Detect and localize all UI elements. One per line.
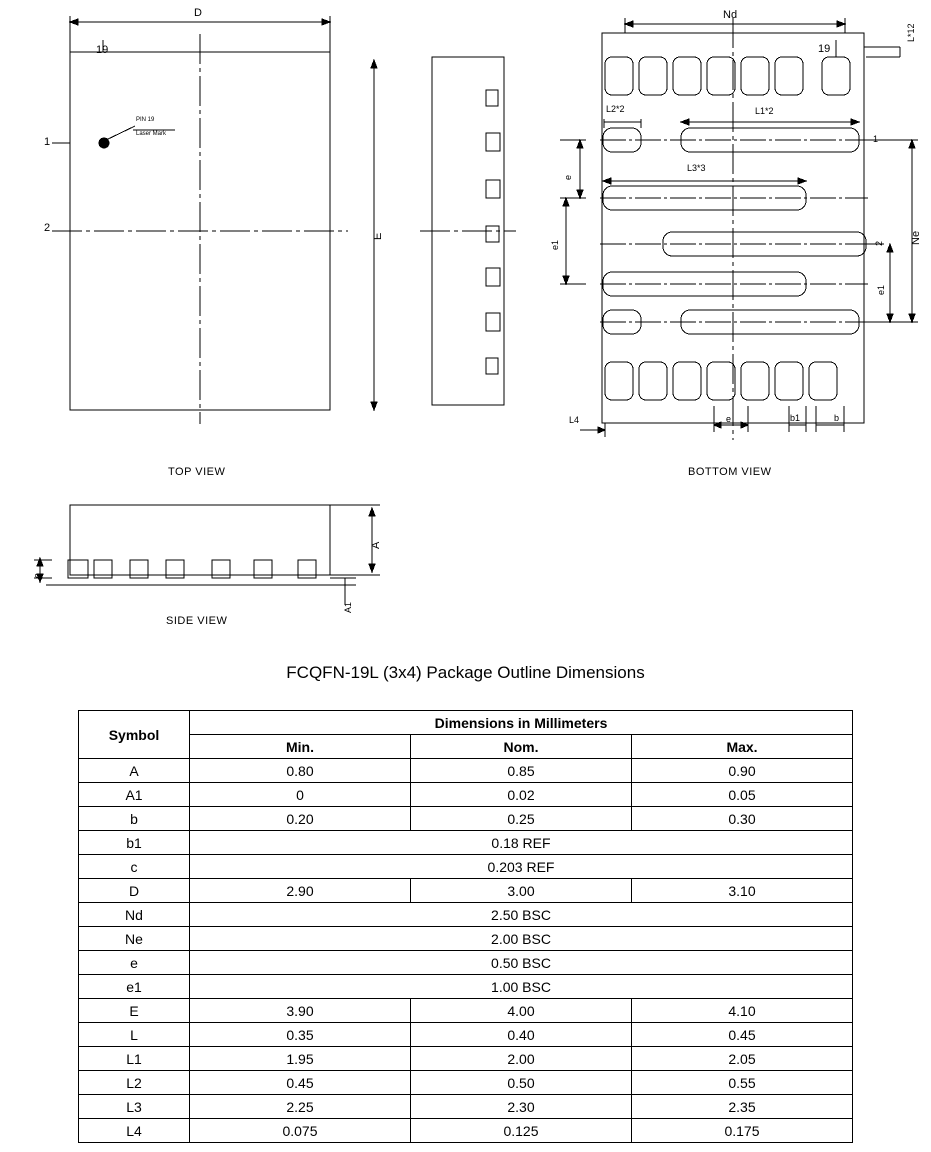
label-e1-left: e1: [550, 239, 560, 250]
cell-nom: 0.25: [411, 807, 632, 831]
cell-min: 0.35: [190, 1023, 411, 1047]
cell-max: 2.05: [632, 1047, 853, 1071]
page-title: FCQFN-19L (3x4) Package Outline Dimensions: [286, 663, 645, 682]
table-row: [79, 999, 853, 1023]
cell-max: 2.35: [632, 1095, 853, 1119]
header-nom: Nom.: [411, 735, 632, 759]
label-b: b: [834, 413, 840, 423]
cell-value-span: 0.203 REF: [190, 855, 853, 879]
cell-nom: 3.00: [411, 879, 632, 903]
cell-nom: 2.30: [411, 1095, 632, 1119]
label-Nd: Nd: [723, 9, 738, 21]
cell-symbol: Nd: [79, 903, 190, 927]
cell-symbol: c: [79, 855, 190, 879]
table-row: [79, 903, 853, 927]
label-e-left: e: [563, 174, 573, 180]
cell-min: 0.20: [190, 807, 411, 831]
label-top-pin1: 1: [44, 136, 51, 148]
label-b1: b1: [790, 413, 801, 423]
cell-nom: 0.50: [411, 1071, 632, 1095]
table-row: [79, 855, 853, 879]
table-row: [79, 879, 853, 903]
label-e1-right: e1: [876, 284, 886, 295]
label-L1x2: L1*2: [755, 106, 774, 116]
table-row: [79, 951, 853, 975]
cell-symbol: E: [79, 999, 190, 1023]
cell-symbol: L4: [79, 1119, 190, 1143]
label-laser-mark: Laser Mark: [136, 131, 167, 137]
table-row: [79, 927, 853, 951]
table-row: [79, 1023, 853, 1047]
table-row: [79, 1047, 853, 1071]
view-name-top: TOP VIEW: [168, 466, 226, 478]
table-row: [79, 783, 853, 807]
cell-symbol: L1: [79, 1047, 190, 1071]
cell-max: 0.30: [632, 807, 853, 831]
view-name-bottom: BOTTOM VIEW: [688, 466, 772, 478]
table-row: [79, 1071, 853, 1095]
cell-symbol: b: [79, 807, 190, 831]
cell-min: 0.075: [190, 1119, 411, 1143]
cell-min: 2.90: [190, 879, 411, 903]
table-row: [79, 975, 853, 999]
cell-max: 0.90: [632, 759, 853, 783]
cell-symbol: A: [79, 759, 190, 783]
cell-min: 3.90: [190, 999, 411, 1023]
cell-max: 0.45: [632, 1023, 853, 1047]
table-row: [79, 759, 853, 783]
label-c: c: [32, 573, 42, 578]
label-top-pin19: 19: [96, 44, 109, 56]
table-row: [79, 1119, 853, 1143]
cell-min: 2.25: [190, 1095, 411, 1119]
cell-value-span: 2.00 BSC: [190, 927, 853, 951]
header-max: Max.: [632, 735, 853, 759]
cell-max: 0.175: [632, 1119, 853, 1143]
cell-min: 0: [190, 783, 411, 807]
label-L4: L4: [569, 415, 580, 425]
label-Ne: Ne: [910, 230, 922, 245]
cell-symbol: D: [79, 879, 190, 903]
label-D: D: [194, 7, 202, 19]
cell-symbol: L3: [79, 1095, 190, 1119]
cell-min: 0.45: [190, 1071, 411, 1095]
label-L3x3: L3*3: [687, 163, 706, 173]
label-e-bottom: e: [726, 414, 732, 424]
label-L2x2: L2*2: [606, 104, 625, 114]
cell-max: 0.55: [632, 1071, 853, 1095]
label-bottom-pin1: 1: [873, 134, 879, 144]
label-bottom-pin2: 2: [874, 240, 884, 246]
cell-max: 4.10: [632, 999, 853, 1023]
label-A: A: [370, 541, 382, 549]
table-row: [79, 807, 853, 831]
label-E: E: [372, 232, 384, 240]
header-min: Min.: [190, 735, 411, 759]
cell-symbol: e: [79, 951, 190, 975]
cell-nom: 0.40: [411, 1023, 632, 1047]
table-row: [79, 1095, 853, 1119]
table-header-row-1: [79, 711, 853, 735]
label-A1: A1: [343, 601, 353, 613]
label-bottom-pin19: 19: [818, 43, 831, 55]
cell-max: 3.10: [632, 879, 853, 903]
table-header-row-2: [79, 735, 853, 759]
cell-nom: 0.85: [411, 759, 632, 783]
cell-value-span: 2.50 BSC: [190, 903, 853, 927]
cell-symbol: b1: [79, 831, 190, 855]
cell-symbol: A1: [79, 783, 190, 807]
cell-symbol: e1: [79, 975, 190, 999]
cell-value-span: 0.18 REF: [190, 831, 853, 855]
cell-nom: 0.02: [411, 783, 632, 807]
cell-min: 0.80: [190, 759, 411, 783]
cell-symbol: L: [79, 1023, 190, 1047]
header-dimensions: Dimensions in Millimeters: [190, 711, 853, 735]
cell-max: 0.05: [632, 783, 853, 807]
dimensions-table: [78, 710, 853, 1143]
cell-value-span: 0.50 BSC: [190, 951, 853, 975]
cell-value-span: 1.00 BSC: [190, 975, 853, 999]
cell-nom: 0.125: [411, 1119, 632, 1143]
label-L12: L*12: [906, 23, 916, 42]
label-top-pin2: 2: [44, 222, 51, 234]
view-name-side: SIDE VIEW: [166, 615, 228, 627]
table-body: [79, 759, 853, 1143]
cell-min: 1.95: [190, 1047, 411, 1071]
cell-symbol: L2: [79, 1071, 190, 1095]
cell-nom: 2.00: [411, 1047, 632, 1071]
cell-symbol: Ne: [79, 927, 190, 951]
dimensions-table-wrapper: [78, 710, 853, 1143]
header-symbol: Symbol: [79, 711, 190, 759]
cell-nom: 4.00: [411, 999, 632, 1023]
label-pin19-note: PIN 19: [136, 117, 155, 123]
table-row: [79, 831, 853, 855]
